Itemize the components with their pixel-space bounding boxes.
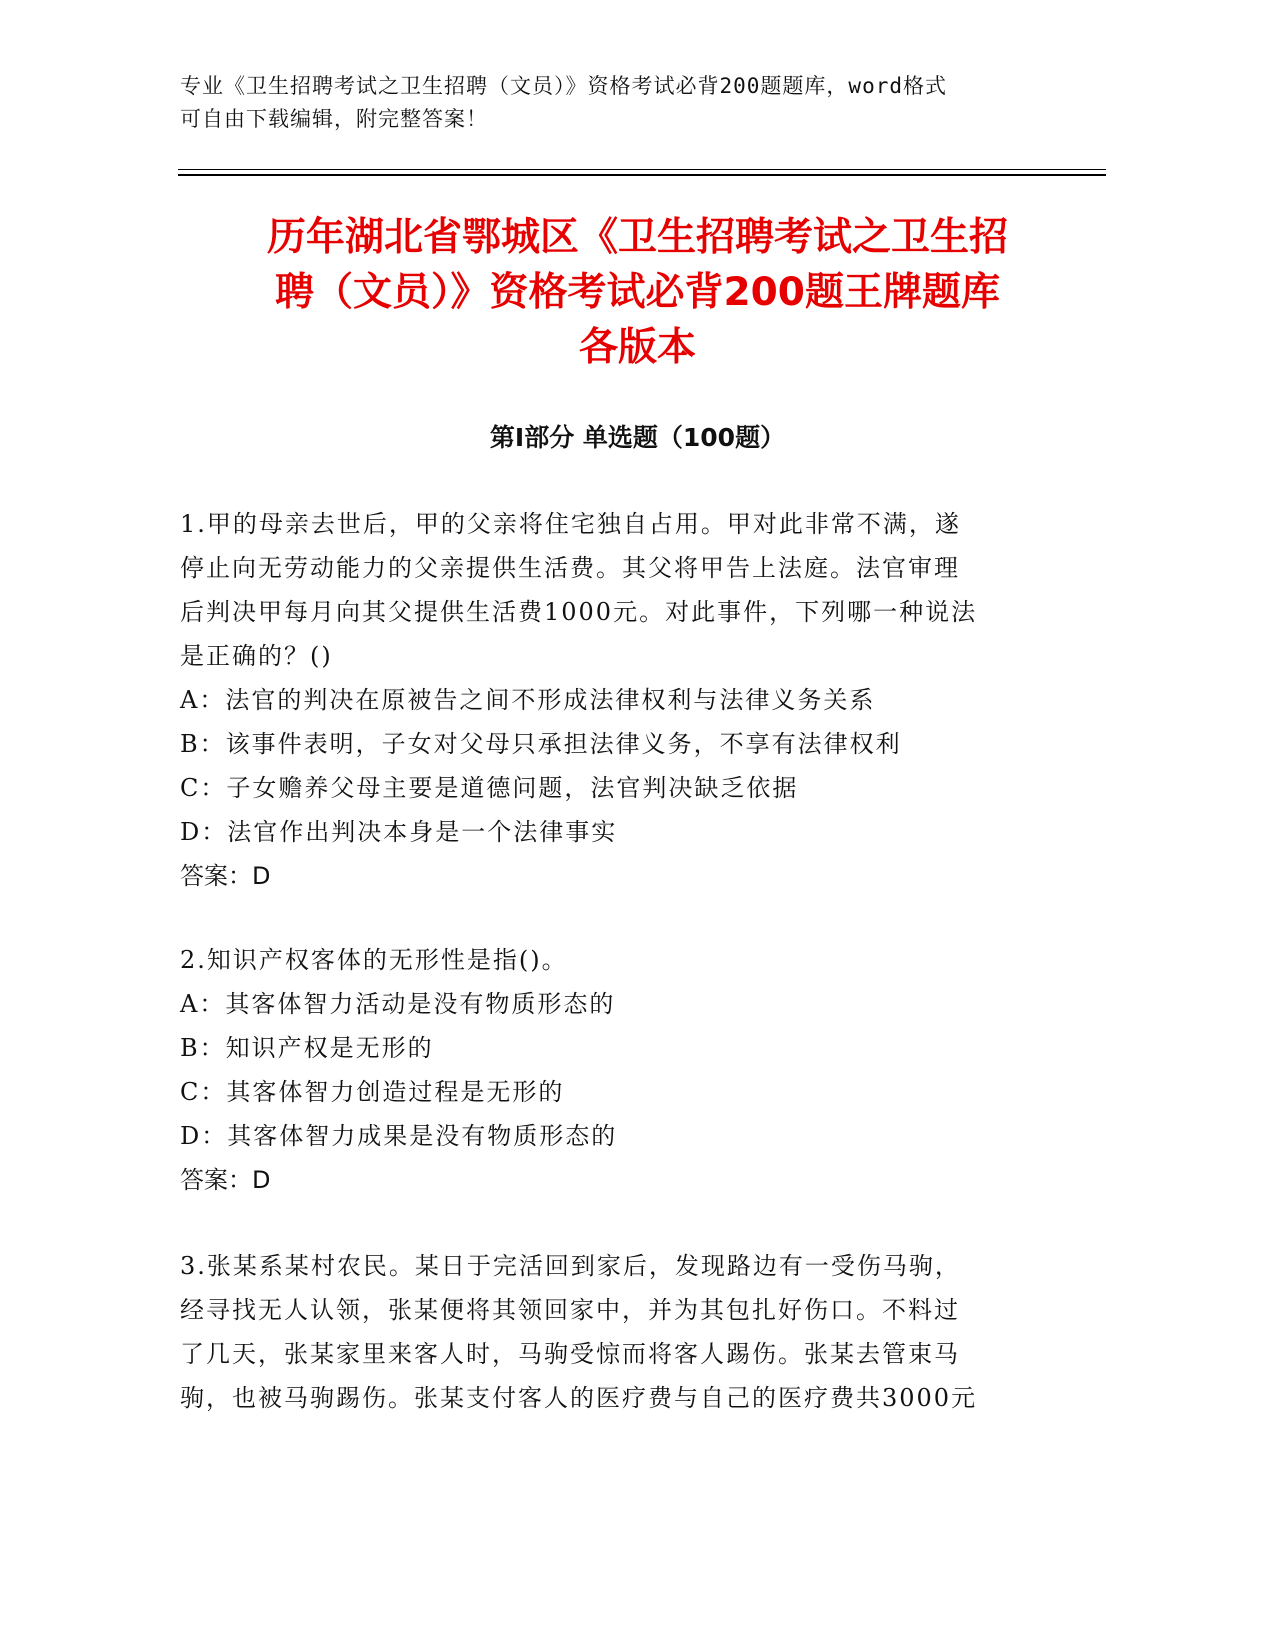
question-1 <box>180 502 1080 898</box>
section-title: 第Ⅰ部分 单选题（100题） <box>489 423 786 452</box>
question-stem-line: 3.张某系某村农民。某日于完活回到家后，发现路边有一受伤马驹， <box>180 1252 961 1280</box>
question-2 <box>180 938 1080 1202</box>
header-note-line-1: 专业《卫生招聘考试之卫生招聘（文员）》资格考试必背200题题库，word格式 <box>180 74 947 98</box>
option-a: A：法官的判决在原被告之间不形成法律权利与法律义务关系 <box>180 686 876 714</box>
question-stem-line: 了几天，张某家里来客人时，马驹受惊而将客人踢伤。张某去管束马 <box>180 1340 960 1368</box>
option-d: D：法官作出判决本身是一个法律事实 <box>180 818 618 846</box>
document-title <box>150 210 1125 375</box>
question-stem-line: 停止向无劳动能力的父亲提供生活费。其父将甲告上法庭。法官审理 <box>180 554 960 582</box>
option-c: C：其客体智力创造过程是无形的 <box>180 1078 565 1106</box>
document-title-line-2: 聘（文员）》资格考试必背200题王牌题库 <box>275 270 1000 315</box>
question-stem-line: 1.甲的母亲去世后，甲的父亲将住宅独自占用。甲对此非常不满，遂 <box>180 510 961 538</box>
option-b: B：知识产权是无形的 <box>180 1034 434 1062</box>
option-a: A：其客体智力活动是没有物质形态的 <box>180 990 616 1018</box>
question-stem-line: 经寻找无人认领，张某便将其领回家中，并为其包扎好伤口。不料过 <box>180 1296 960 1324</box>
question-stem-line: 2.知识产权客体的无形性是指()。 <box>180 946 568 974</box>
question-stem-line: 驹，也被马驹踢伤。张某支付客人的医疗费与自己的医疗费共3000元 <box>180 1384 978 1412</box>
document-title-line-1: 历年湖北省鄂城区《卫生招聘考试之卫生招 <box>266 215 1008 260</box>
header-note-line-2: 可自由下载编辑，附完整答案！ <box>180 107 488 131</box>
document-title-line-3: 各版本 <box>578 325 696 370</box>
question-stem-line: 是正确的？() <box>180 642 333 670</box>
option-b: B：该事件表明，子女对父母只承担法律义务，不享有法律权利 <box>180 730 902 758</box>
header-note <box>180 70 1080 136</box>
header-divider-bottom <box>178 174 1106 176</box>
question-stem-line: 后判决甲每月向其父提供生活费1000元。对此事件，下列哪一种说法 <box>180 598 978 626</box>
header-divider-top <box>178 169 1106 170</box>
answer-label: 答案：D <box>180 1166 271 1194</box>
option-c: C：子女赡养父母主要是道德问题，法官判决缺乏依据 <box>180 774 799 802</box>
option-d: D：其客体智力成果是没有物质形态的 <box>180 1122 618 1150</box>
answer-label: 答案：D <box>180 862 271 890</box>
question-3 <box>180 1244 1080 1420</box>
